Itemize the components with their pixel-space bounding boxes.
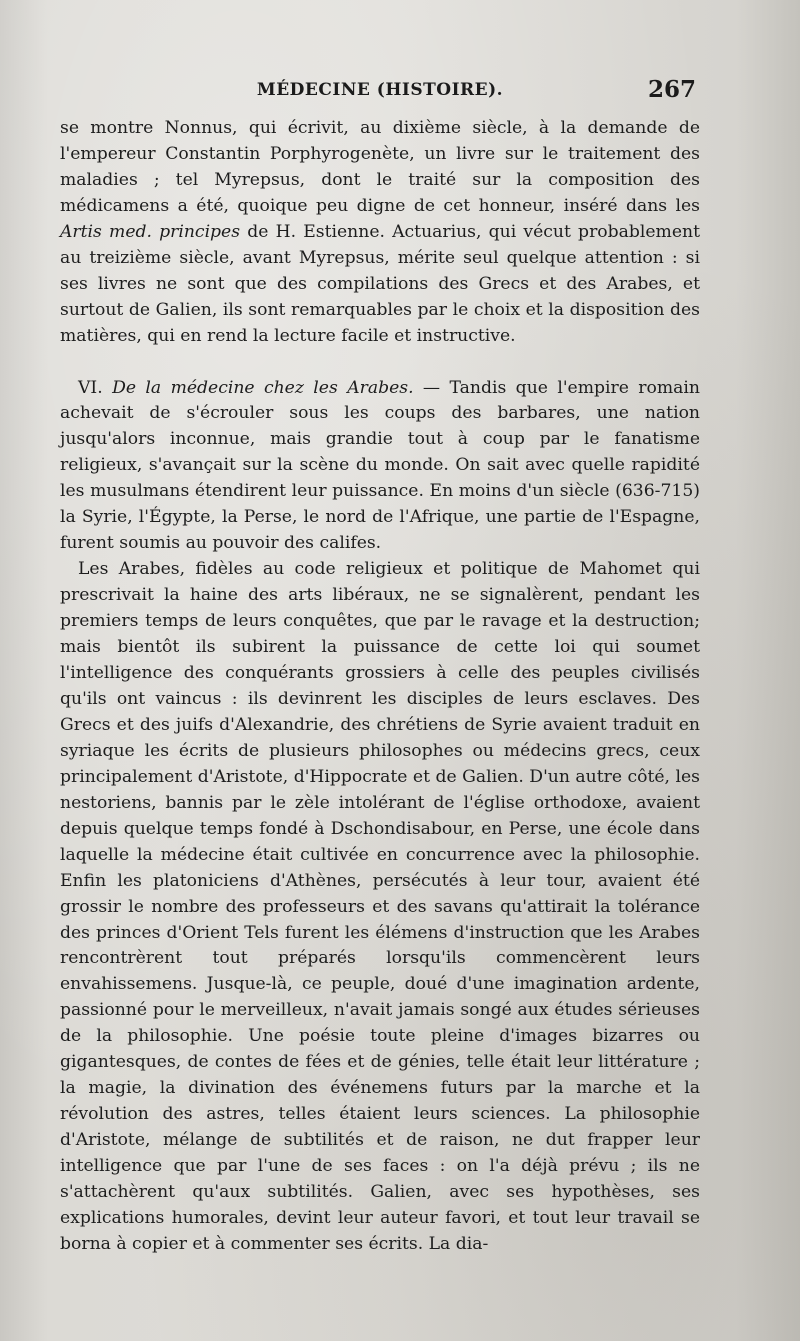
paragraph-arabes — [60, 557, 700, 1258]
section-title: De la médecine chez les Arabes. — [112, 377, 414, 398]
paragraph-text: de H. Estienne. Actuarius, qui vécut probablement au treizième siècle, avant Myrepsus, mérite seul quelque attention : si ses livres ne sont que des compilations des Grecs et des Arabes, et surtout de Galien, ils sont remarquables par le choix et la disposition des matières, qui en rend la lecture facile et instructive. — [60, 221, 700, 346]
page-number: 267 — [647, 76, 696, 103]
section-vi-paragraph — [60, 376, 700, 558]
paragraph-text: Les Arabes, fidèles au code religieux et politique de Mahomet qui prescrivait la haine des arts libéraux, ne se signalèrent, pendant les premiers temps de leurs conquêtes, que par le ravage et la destruction; mais bientôt ils subirent la puissance de cette loi qui soumet l'intelligence des conquérants grossiers à celle des peuples civilisés qu'ils ont vaincus : ils devinrent les disciples de leurs esclaves. Des Grecs et des juifs d'Alexandrie, des chrétiens de Syrie avaient traduit en syriaque les écrits de plusieurs philosophes ou médecins grecs, ceux principalement d'Aristote, d'Hippocrate et de Galien. D'un autre côté, les nestoriens, bannis par le zèle intolérant de l'église orthodoxe, avaient depuis quelque temps fondé à Dschondisabour, en Perse, une école dans laquelle la médecine était cultivée en concurrence avec la philosophie. Enfin les platoniciens d'Athènes, persécutés à leur tour, avaient été grossir le nombre des professeurs et des savans qu'attirait la tolérance des princes d'Orient Tels furent les élémens d'instruction que les Arabes rencontrèrent tout préparés lorsqu'ils commencèrent leurs envahissemens. Jusque-là, ce peuple, doué d'une imagination ardente, passionné pour le merveilleux, n'avait jamais songé aux études sérieuses de la philosophie. Une poésie toute pleine d'images bizarres ou gigantesques, de contes de fées et de génies, telle était leur littérature ; la magie, la divination des événemens futurs par la marche et la révolution des astres, telles étaient leurs sciences. La philosophie d'Aristote, mélange de subtilités et de raison, ne dut frapper leur intelligence que par l'une de ses faces : on l'a déjà prévu ; ils ne s'attachèrent qu'aux subtilités. Galien, avec ses hypothèses, ses explications humorales, devint leur auteur favori, et tout leur travail se borna à copier et à commenter ses écrits. La dia- — [60, 559, 700, 1254]
body-text — [60, 116, 700, 1258]
paragraph-nonnus-actuarius — [60, 116, 700, 350]
section-numeral: VI. — [78, 377, 103, 398]
paragraph-text: se montre Nonnus, qui écrivit, au dixième siècle, à la demande de l'empereur Constantin Porphyrogenète, un livre sur le traitement des maladies ; tel Myrepsus, dont le traité sur la composition des médicamens a été, quoique peu digne de cet honneur, inséré dans les — [60, 118, 700, 216]
book-title-italic: Artis med. principes — [60, 221, 241, 242]
running-head: MÉDECINE (HISTOIRE). — [256, 80, 504, 100]
page-header — [60, 76, 700, 110]
paragraph-text: — Tandis que l'empire romain achevait de s'écrouler sous les coups des barbares, une nation jusqu'alors inconnue, mais grandie tout à coup par le fanatisme religieux, s'avançait sur la scène du monde. On sait avec quelle rapidité les musulmans étendirent leur puissance. En moins d'un siècle (636-715) la Syrie, l'Égypte, la Perse, le nord de l'Afrique, une partie de l'Espagne, furent soumis au pouvoir des califes. — [60, 377, 700, 554]
